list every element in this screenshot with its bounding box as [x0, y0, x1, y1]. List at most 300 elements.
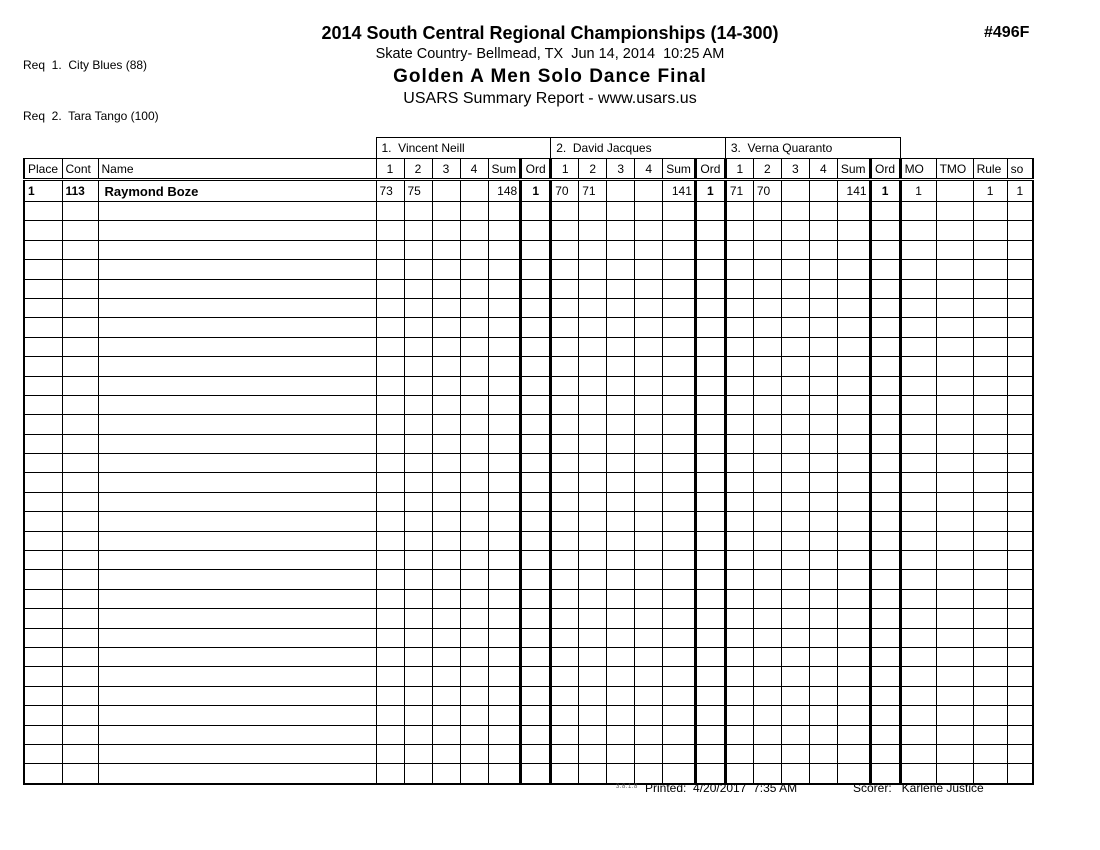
- empty-cell: [62, 202, 98, 221]
- empty-cell: [460, 551, 488, 570]
- empty-row: [24, 337, 1033, 356]
- empty-cell: [635, 318, 663, 337]
- empty-cell: [635, 706, 663, 725]
- empty-cell: [809, 260, 837, 279]
- empty-cell: [725, 667, 753, 686]
- empty-cell: [936, 647, 973, 666]
- empty-cell: [1007, 531, 1033, 550]
- empty-cell: [404, 725, 432, 744]
- empty-cell: [781, 609, 809, 628]
- empty-cell: [432, 589, 460, 608]
- empty-cell: [607, 744, 635, 763]
- empty-cell: [973, 434, 1007, 453]
- empty-cell: [663, 415, 696, 434]
- empty-cell: [460, 221, 488, 240]
- empty-cell: [973, 318, 1007, 337]
- empty-cell: [635, 260, 663, 279]
- empty-cell: [24, 512, 62, 531]
- empty-cell: [695, 318, 725, 337]
- empty-cell: [900, 609, 936, 628]
- empty-cell: [579, 221, 607, 240]
- empty-cell: [809, 744, 837, 763]
- empty-cell: [725, 415, 753, 434]
- empty-cell: [725, 609, 753, 628]
- empty-cell: [753, 628, 781, 647]
- empty-cell: [1007, 434, 1033, 453]
- empty-cell: [98, 357, 376, 376]
- empty-cell: [663, 725, 696, 744]
- empty-cell: [809, 531, 837, 550]
- empty-cell: [753, 337, 781, 356]
- empty-cell: [753, 357, 781, 376]
- empty-cell: [781, 512, 809, 531]
- empty-cell: [521, 686, 551, 705]
- empty-cell: [24, 706, 62, 725]
- empty-cell: [579, 686, 607, 705]
- empty-cell: [753, 454, 781, 473]
- empty-cell: [488, 260, 521, 279]
- empty-cell: [488, 551, 521, 570]
- empty-cell: [635, 647, 663, 666]
- empty-cell: [781, 706, 809, 725]
- empty-cell: [870, 434, 900, 453]
- title-block: [0, 22, 1100, 109]
- empty-row: [24, 279, 1033, 298]
- empty-cell: [404, 395, 432, 414]
- col-header-rule: Rule: [973, 159, 1007, 180]
- empty-cell: [404, 628, 432, 647]
- empty-cell: [24, 454, 62, 473]
- empty-cell: [695, 434, 725, 453]
- score-cell-j3-4: [809, 180, 837, 202]
- empty-cell: [936, 667, 973, 686]
- empty-cell: [607, 434, 635, 453]
- empty-cell: [809, 725, 837, 744]
- empty-row: [24, 357, 1033, 376]
- empty-cell: [663, 628, 696, 647]
- col-header-tmo: TMO: [936, 159, 973, 180]
- empty-cell: [24, 298, 62, 317]
- empty-cell: [753, 686, 781, 705]
- score-cell-j1-3: [432, 180, 460, 202]
- empty-cell: [62, 551, 98, 570]
- empty-cell: [521, 609, 551, 628]
- empty-cell: [1007, 647, 1033, 666]
- ord-cell-j3: 1: [870, 180, 900, 202]
- empty-cell: [432, 376, 460, 395]
- required-dance-1: Req 1. City Blues (88): [23, 58, 148, 72]
- empty-cell: [753, 395, 781, 414]
- empty-cell: [551, 454, 579, 473]
- empty-cell: [488, 744, 521, 763]
- empty-cell: [663, 221, 696, 240]
- empty-cell: [24, 240, 62, 259]
- empty-cell: [460, 415, 488, 434]
- empty-cell: [753, 434, 781, 453]
- empty-row: [24, 647, 1033, 666]
- empty-cell: [900, 202, 936, 221]
- empty-cell: [376, 744, 404, 763]
- empty-row: [24, 434, 1033, 453]
- empty-cell: [1007, 260, 1033, 279]
- empty-cell: [781, 337, 809, 356]
- empty-cell: [432, 202, 460, 221]
- empty-cell: [870, 628, 900, 647]
- empty-cell: [936, 240, 973, 259]
- empty-cell: [607, 298, 635, 317]
- empty-cell: [781, 221, 809, 240]
- empty-cell: [870, 647, 900, 666]
- score-cell-j2-2: 71: [579, 180, 607, 202]
- empty-cell: [376, 202, 404, 221]
- empty-cell: [460, 492, 488, 511]
- empty-row: [24, 298, 1033, 317]
- judge-header-3: 3. Verna Quaranto: [725, 138, 900, 159]
- empty-cell: [870, 686, 900, 705]
- col-header-3-j2: 3: [607, 159, 635, 180]
- empty-cell: [404, 609, 432, 628]
- empty-cell: [695, 260, 725, 279]
- empty-cell: [725, 744, 753, 763]
- empty-cell: [376, 512, 404, 531]
- empty-cell: [725, 725, 753, 744]
- empty-cell: [695, 512, 725, 531]
- empty-cell: [936, 725, 973, 744]
- empty-cell: [695, 589, 725, 608]
- empty-cell: [870, 454, 900, 473]
- empty-cell: [460, 279, 488, 298]
- empty-cell: [607, 357, 635, 376]
- empty-cell: [725, 492, 753, 511]
- empty-cell: [488, 667, 521, 686]
- empty-cell: [725, 531, 753, 550]
- empty-cell: [837, 434, 870, 453]
- empty-cell: [936, 415, 973, 434]
- empty-cell: [870, 725, 900, 744]
- empty-cell: [404, 279, 432, 298]
- empty-cell: [24, 473, 62, 492]
- empty-cell: [579, 415, 607, 434]
- empty-cell: [936, 395, 973, 414]
- empty-cell: [432, 279, 460, 298]
- empty-cell: [24, 279, 62, 298]
- empty-cell: [521, 628, 551, 647]
- empty-cell: [725, 570, 753, 589]
- empty-cell: [753, 260, 781, 279]
- empty-cell: [809, 202, 837, 221]
- empty-cell: [936, 531, 973, 550]
- empty-cell: [900, 628, 936, 647]
- empty-cell: [753, 551, 781, 570]
- empty-cell: [521, 551, 551, 570]
- empty-cell: [753, 667, 781, 686]
- empty-cell: [432, 531, 460, 550]
- empty-cell: [607, 454, 635, 473]
- empty-cell: [900, 512, 936, 531]
- empty-cell: [460, 531, 488, 550]
- empty-cell: [635, 202, 663, 221]
- empty-cell: [635, 551, 663, 570]
- empty-cell: [62, 744, 98, 763]
- empty-cell: [781, 376, 809, 395]
- report-type-line: USARS Summary Report - www.usars.us: [403, 90, 697, 107]
- empty-cell: [635, 609, 663, 628]
- empty-cell: [579, 667, 607, 686]
- empty-cell: [551, 260, 579, 279]
- empty-cell: [551, 512, 579, 531]
- empty-cell: [579, 512, 607, 531]
- empty-cell: [432, 260, 460, 279]
- cont-cell: 113: [62, 180, 98, 202]
- empty-cell: [24, 667, 62, 686]
- empty-cell: [695, 647, 725, 666]
- place-cell: 1: [24, 180, 62, 202]
- empty-cell: [488, 473, 521, 492]
- empty-row: [24, 551, 1033, 570]
- col-header-ord-j3: Ord: [870, 159, 900, 180]
- empty-cell: [695, 221, 725, 240]
- empty-cell: [62, 667, 98, 686]
- empty-cell: [870, 376, 900, 395]
- empty-cell: [521, 395, 551, 414]
- empty-cell: [62, 357, 98, 376]
- empty-cell: [635, 415, 663, 434]
- empty-cell: [781, 260, 809, 279]
- empty-cell: [870, 202, 900, 221]
- empty-cell: [607, 667, 635, 686]
- empty-cell: [936, 260, 973, 279]
- empty-cell: [725, 318, 753, 337]
- empty-cell: [695, 279, 725, 298]
- empty-cell: [404, 454, 432, 473]
- empty-cell: [725, 686, 753, 705]
- empty-cell: [753, 706, 781, 725]
- empty-cell: [936, 551, 973, 570]
- empty-cell: [781, 492, 809, 511]
- empty-cell: [460, 298, 488, 317]
- empty-cell: [579, 298, 607, 317]
- empty-cell: [725, 473, 753, 492]
- empty-cell: [635, 492, 663, 511]
- empty-cell: [460, 260, 488, 279]
- empty-cell: [488, 725, 521, 744]
- empty-cell: [837, 570, 870, 589]
- empty-cell: [460, 454, 488, 473]
- empty-cell: [936, 298, 973, 317]
- empty-cell: [24, 202, 62, 221]
- empty-cell: [1007, 357, 1033, 376]
- empty-cell: [488, 279, 521, 298]
- empty-cell: [837, 395, 870, 414]
- empty-cell: [900, 279, 936, 298]
- empty-cell: [900, 357, 936, 376]
- empty-cell: [753, 415, 781, 434]
- empty-row: [24, 415, 1033, 434]
- empty-cell: [870, 492, 900, 511]
- empty-cell: [404, 221, 432, 240]
- empty-cell: [551, 531, 579, 550]
- empty-cell: [98, 589, 376, 608]
- empty-cell: [404, 551, 432, 570]
- empty-cell: [725, 202, 753, 221]
- empty-cell: [695, 454, 725, 473]
- empty-cell: [24, 357, 62, 376]
- empty-cell: [973, 570, 1007, 589]
- empty-cell: [460, 376, 488, 395]
- empty-cell: [725, 589, 753, 608]
- empty-cell: [98, 609, 376, 628]
- empty-cell: [1007, 551, 1033, 570]
- empty-cell: [1007, 376, 1033, 395]
- empty-cell: [753, 589, 781, 608]
- empty-cell: [900, 473, 936, 492]
- empty-cell: [551, 706, 579, 725]
- empty-cell: [900, 240, 936, 259]
- empty-cell: [936, 744, 973, 763]
- empty-cell: [432, 318, 460, 337]
- empty-cell: [635, 240, 663, 259]
- empty-cell: [607, 725, 635, 744]
- empty-cell: [695, 415, 725, 434]
- empty-cell: [488, 395, 521, 414]
- empty-cell: [521, 492, 551, 511]
- empty-cell: [781, 647, 809, 666]
- empty-cell: [62, 337, 98, 356]
- empty-cell: [98, 279, 376, 298]
- empty-cell: [24, 609, 62, 628]
- empty-cell: [376, 628, 404, 647]
- empty-cell: [837, 686, 870, 705]
- empty-cell: [488, 415, 521, 434]
- empty-cell: [488, 609, 521, 628]
- empty-cell: [635, 279, 663, 298]
- empty-cell: [404, 589, 432, 608]
- empty-cell: [837, 706, 870, 725]
- empty-cell: [809, 512, 837, 531]
- empty-cell: [376, 337, 404, 356]
- empty-cell: [809, 628, 837, 647]
- empty-row: [24, 454, 1033, 473]
- empty-cell: [973, 647, 1007, 666]
- empty-cell: [1007, 589, 1033, 608]
- empty-cell: [98, 744, 376, 763]
- empty-cell: [404, 415, 432, 434]
- empty-cell: [24, 318, 62, 337]
- empty-cell: [24, 395, 62, 414]
- empty-row: [24, 667, 1033, 686]
- empty-cell: [900, 454, 936, 473]
- empty-row: [24, 240, 1033, 259]
- empty-cell: [551, 686, 579, 705]
- empty-cell: [488, 318, 521, 337]
- empty-cell: [579, 454, 607, 473]
- empty-cell: [460, 434, 488, 453]
- empty-cell: [460, 337, 488, 356]
- empty-cell: [607, 647, 635, 666]
- empty-cell: [24, 376, 62, 395]
- empty-cell: [837, 667, 870, 686]
- empty-cell: [695, 628, 725, 647]
- empty-cell: [521, 221, 551, 240]
- empty-cell: [98, 434, 376, 453]
- empty-cell: [62, 570, 98, 589]
- empty-cell: [753, 609, 781, 628]
- event-number: #496F: [984, 24, 1030, 41]
- empty-cell: [973, 492, 1007, 511]
- empty-cell: [837, 318, 870, 337]
- empty-cell: [1007, 318, 1033, 337]
- empty-cell: [663, 609, 696, 628]
- empty-cell: [98, 512, 376, 531]
- empty-row: [24, 628, 1033, 647]
- empty-cell: [663, 240, 696, 259]
- empty-cell: [725, 240, 753, 259]
- empty-cell: [432, 434, 460, 453]
- empty-cell: [973, 202, 1007, 221]
- empty-cell: [521, 202, 551, 221]
- empty-cell: [98, 240, 376, 259]
- empty-cell: [432, 298, 460, 317]
- ord-cell-j2: 1: [695, 180, 725, 202]
- empty-cell: [579, 337, 607, 356]
- empty-cell: [936, 454, 973, 473]
- empty-cell: [488, 512, 521, 531]
- empty-cell: [936, 221, 973, 240]
- empty-cell: [98, 337, 376, 356]
- empty-cell: [579, 628, 607, 647]
- empty-cell: [376, 589, 404, 608]
- empty-cell: [551, 628, 579, 647]
- empty-cell: [24, 686, 62, 705]
- empty-cell: [376, 279, 404, 298]
- empty-cell: [753, 725, 781, 744]
- empty-cell: [432, 221, 460, 240]
- empty-cell: [62, 609, 98, 628]
- empty-cell: [488, 240, 521, 259]
- empty-cell: [695, 531, 725, 550]
- empty-cell: [936, 628, 973, 647]
- results-table: [23, 137, 1034, 785]
- empty-cell: [62, 725, 98, 744]
- empty-cell: [695, 609, 725, 628]
- empty-cell: [635, 376, 663, 395]
- empty-cell: [837, 589, 870, 608]
- empty-cell: [24, 492, 62, 511]
- empty-row: [24, 725, 1033, 744]
- empty-cell: [809, 337, 837, 356]
- empty-cell: [551, 492, 579, 511]
- empty-cell: [635, 434, 663, 453]
- empty-cell: [1007, 415, 1033, 434]
- empty-cell: [579, 570, 607, 589]
- empty-cell: [753, 376, 781, 395]
- empty-cell: [936, 589, 973, 608]
- empty-cell: [753, 531, 781, 550]
- empty-cell: [376, 706, 404, 725]
- empty-cell: [809, 357, 837, 376]
- empty-cell: [635, 531, 663, 550]
- empty-cell: [725, 647, 753, 666]
- empty-cell: [1007, 240, 1033, 259]
- empty-cell: [837, 240, 870, 259]
- empty-cell: [432, 570, 460, 589]
- group-row-spacer-left: [24, 138, 376, 159]
- empty-cell: [900, 725, 936, 744]
- empty-cell: [837, 531, 870, 550]
- empty-cell: [663, 551, 696, 570]
- empty-cell: [376, 609, 404, 628]
- empty-cell: [376, 551, 404, 570]
